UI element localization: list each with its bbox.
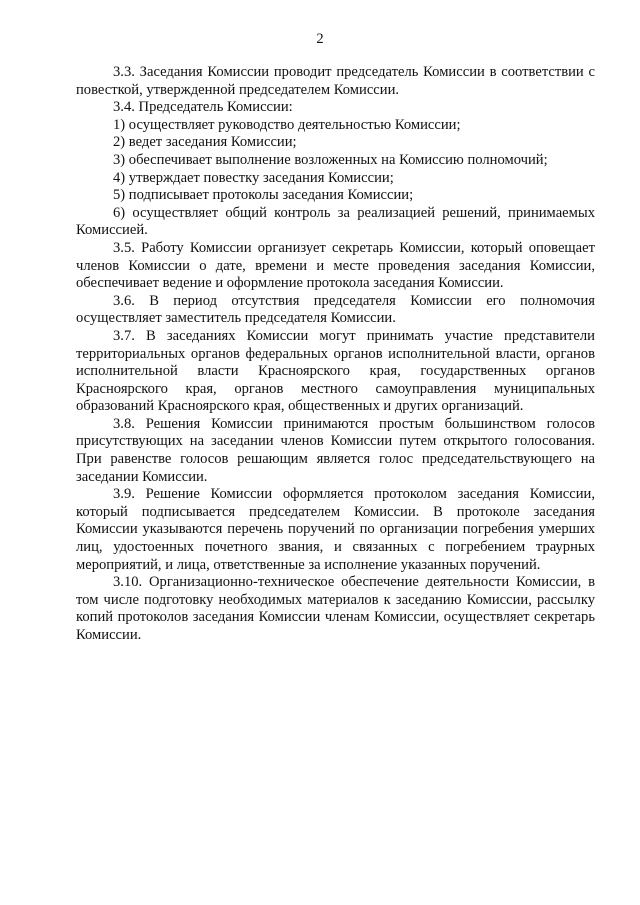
paragraph-3-10: 3.10. Организационно-техническое обеспечение деятельности Комиссии, в том числе подготовку необходимых материалов к заседанию Комиссии, рассылку копий протоколов заседания Комиссии членам Комиссии, осуществляет секретарь Комиссии. <box>76 574 595 643</box>
paragraph-3-8: 3.8. Решения Комиссии принимаются простым большинством голосов присутствующих на заседании членов Комиссии путем открытого голосования. При равенстве голосов решающим является голос председательствующего на заседании Комиссии. <box>76 415 595 485</box>
list-item-6: 6) осуществляет общий контроль за реализацией решений, принимаемых Комиссией. <box>76 204 595 239</box>
paragraph-3-4: 3.4. Председатель Комиссии: <box>113 99 293 116</box>
paragraph-3-7: 3.7. В заседаниях Комиссии могут принимать участие представители территориальных органов федеральных органов исполнительной власти, органов исполнительной власти Красноярского края, государственных органов Красноярского края, органов местного самоуправления муниципальных образований Красноярского края, общественных и других организаций. <box>76 327 595 415</box>
document-body <box>76 64 595 645</box>
list-item-4: 4) утверждает повестку заседания Комиссии; <box>113 169 394 186</box>
paragraph-3-5: 3.5. Работу Комиссии организует секретарь Комиссии, который оповещает членов Комиссии о дате, времени и месте проведения заседания Комиссии, обеспечивает ведение и оформление протокола заседания Комиссии. <box>76 239 595 292</box>
list-item-1: 1) осуществляет руководство деятельностью Комиссии; <box>113 116 461 133</box>
list-item-3: 3) обеспечивает выполнение возложенных на Комиссию полномочий; <box>113 151 548 168</box>
list-item-2: 2) ведет заседания Комиссии; <box>113 134 297 151</box>
paragraph-3-6: 3.6. В период отсутствия председателя Комиссии его полномочия осуществляет заместитель председателя Комиссии. <box>76 292 595 327</box>
paragraph-3-3: 3.3. Заседания Комиссии проводит председатель Комиссии в соответствии с повесткой, утвержденной председателем Комиссии. <box>76 64 595 98</box>
list-item-5: 5) подписывает протоколы заседания Комиссии; <box>113 187 414 204</box>
page-number: 2 <box>316 31 324 47</box>
paragraph-3-9: 3.9. Решение Комиссии оформляется протоколом заседания Комиссии, который подписывается председателем Комиссии. В протоколе заседания Комиссии указываются перечень поручений по организации погребения умерших лиц, удостоенных почетного звания, и связанных с погребением траурных мероприятий, и лица, ответственные за исполнение указанных поручений. <box>76 486 595 573</box>
